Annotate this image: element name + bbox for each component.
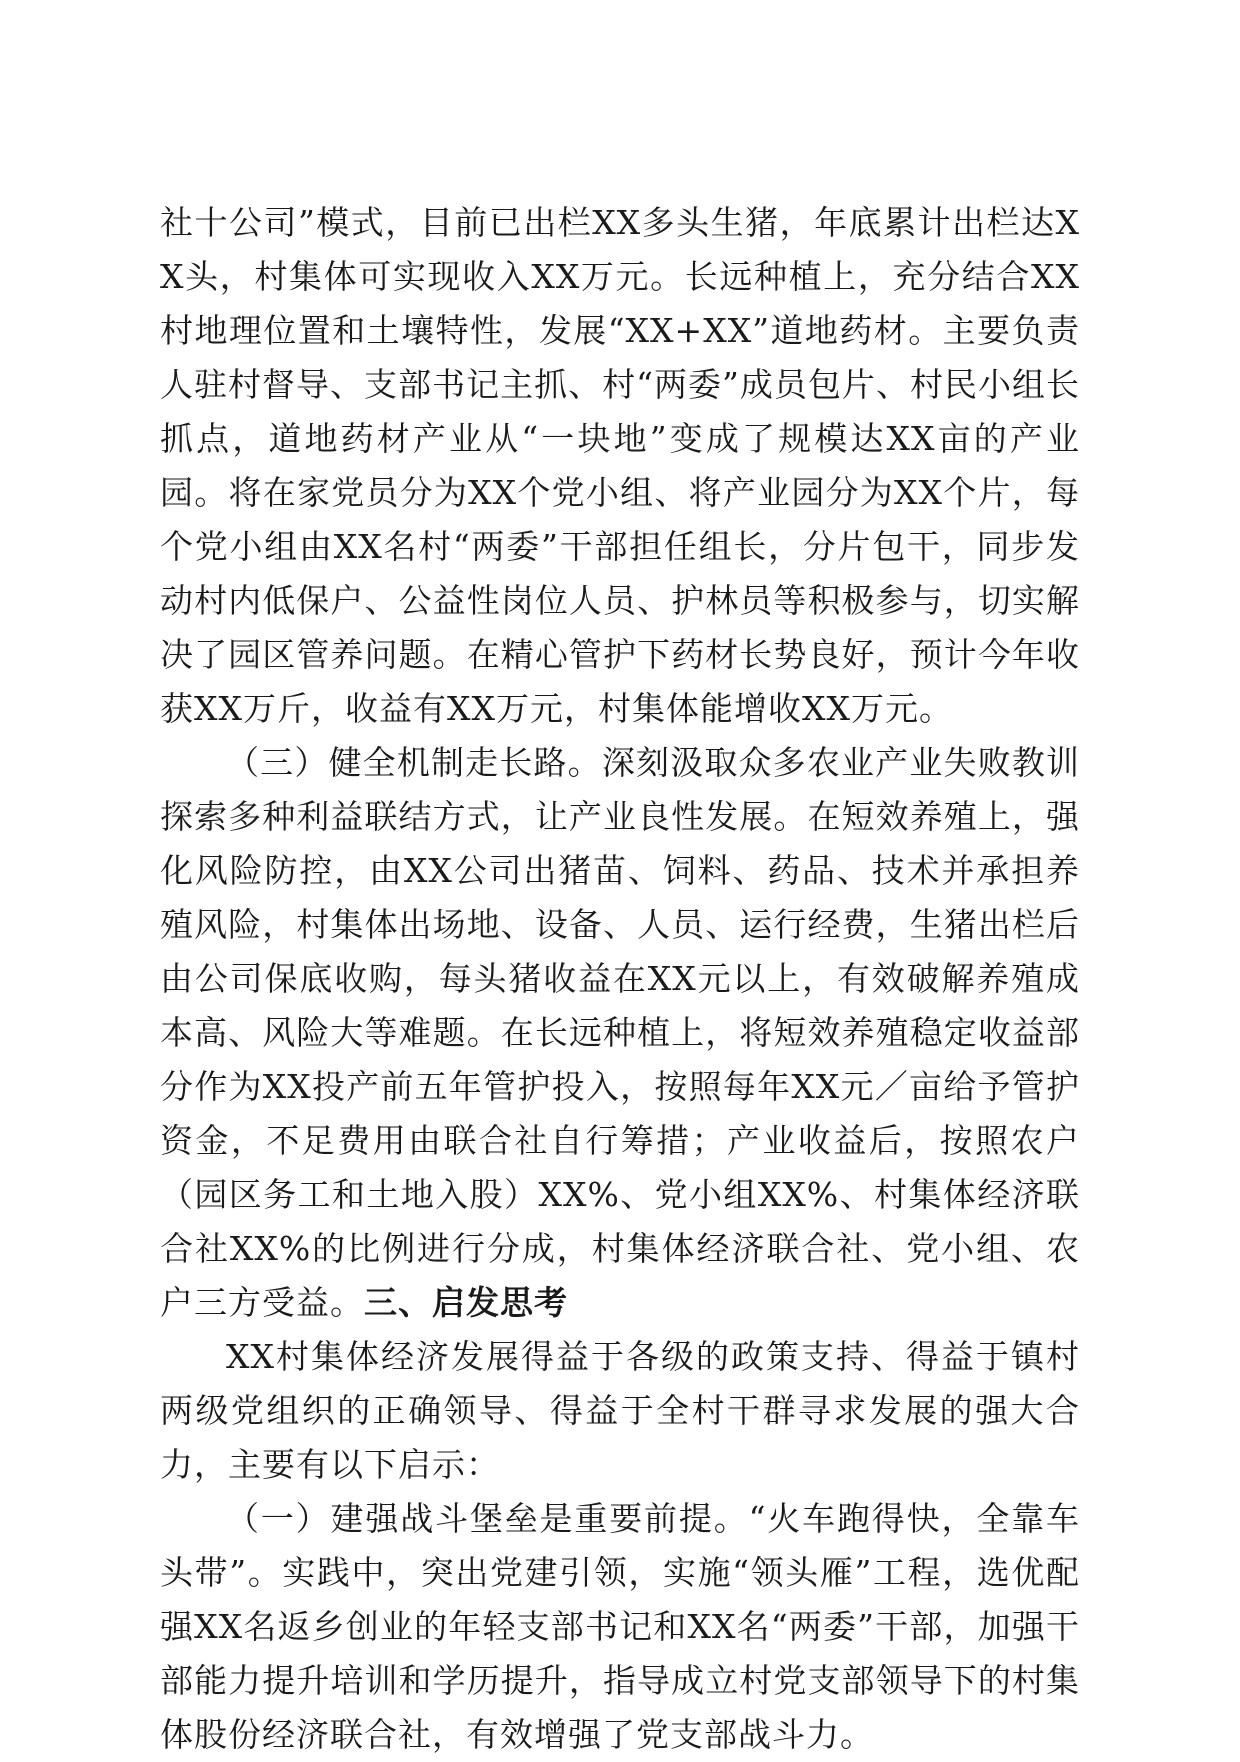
paragraph-mechanism <box>160 736 1080 1330</box>
paragraph-fortress: （一）建强战斗堡垒是重要前提。“火车跑得快，全靠车头带”。实践中，突出党建引领，实施“领头雁”工程，选优配强XX名返乡创业的年轻支部书记和XX名“两委”干部，加强干部能力提升培训和学历提升，指导成立村党支部领导下的村集体股份经济联合社，有效增强了党支部战斗力。 <box>160 1499 1080 1754</box>
paragraph-mechanism-text: （三）健全机制走长路。深刻汲取众多农业产业失败教训探索多种利益联结方式，让产业良性发展。在短效养殖上，强化风险防控，由XX公司出猪苗、饲料、药品、技术并承担养殖风险，村集体出场地、设备、人员、运行经费，生猪出栏后由公司保底收购，每头猪收益在XX元以上，有效破解养殖成本高、风险大等难题。在长远种植上，将短效养殖稳定收益部分作为XX投产前五年管护投入，按照每年XX元／亩给予管护资金，不足费用由联合社自行筹措；产业收益后，按照农户（园区务工和土地入股）XX%、党小组XX%、村集体经济联合社XX%的比例进行分成，村集体经济联合社、党小组、农户三方受益。 <box>160 743 1080 1322</box>
paragraph-continuation: 社十公司”模式，目前已出栏XX多头生猪，年底累计出栏达XX头，村集体可实现收入XX万元。长远种植上，充分结合XX村地理位置和土壤特性，发展“XX+XX”道地药材。主要负责人驻村督导、支部书记主抓、村“两委”成员包片、村民小组长抓点，道地药材产业从“一块地”变成了规模达XX亩的产业园。将在家党员分为XX个党小组、将产业园分为XX个片，每个党小组由XX名村“两委”干部担任组长，分片包干，同步发动村内低保户、公益性岗位人员、护林员等积极参与，切实解决了园区管养问题。在精心管护下药材长势良好，预计今年收获XX万斤，收益有XX万元，村集体能增收XX万元。 <box>160 203 1080 728</box>
paragraph-inspiration-intro: XX村集体经济发展得益于各级的政策支持、得益于镇村两级党组织的正确领导、得益于全村干群寻求发展的强大合力，主要有以下启示： <box>160 1337 1080 1484</box>
document-body <box>160 196 1080 1762</box>
section-heading-inspiration: 三、启发思考 <box>364 1283 568 1322</box>
